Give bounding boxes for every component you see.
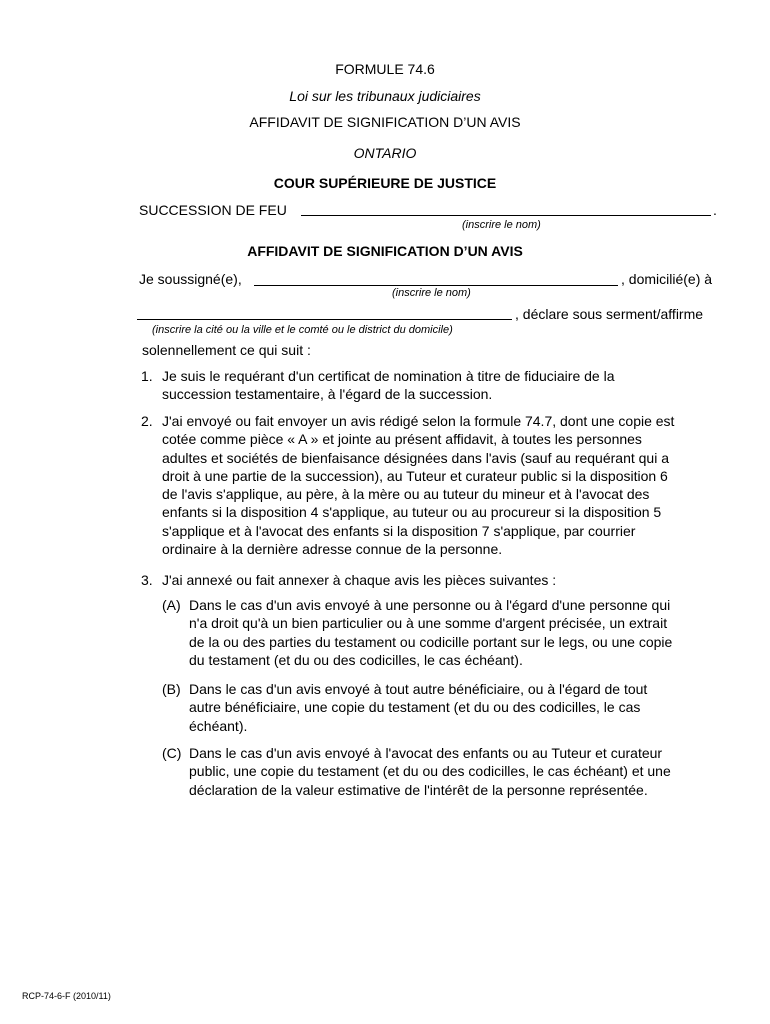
- form-title: AFFIDAVIT DE SIGNIFICATION D’UN AVIS: [249, 114, 521, 130]
- subitem-line: de la ou des parties du testament ou codicille portant sur le legs, ou une copie: [189, 633, 673, 650]
- item-line: J'ai envoyé ou fait envoyer un avis rédigé selon la formule 74.7, dont une copie est: [162, 413, 675, 429]
- item-line: s'applique et à l'avocat des enfants si la disposition 7 s'applique, par courrier: [162, 522, 636, 539]
- item-line: droit à une partie de la succession), au Tuteur et curateur public si la disposition 6: [162, 467, 668, 484]
- list-subitem: [189, 744, 729, 799]
- oath-label: , déclare sous serment/affirme: [515, 306, 704, 322]
- subitem-letter: (A): [162, 597, 181, 613]
- list-item: [162, 571, 742, 589]
- subitem-line: n'a droit qu'à un bien particulier ou à une somme d'argent précisée, un extrait: [189, 615, 668, 632]
- item-line: succession testamentaire, à l'égard de la succession.: [162, 386, 493, 403]
- item-line: adultes et sociétés de bienfaisance désignées dans l'avis (sauf au requérant qui a: [162, 449, 670, 466]
- form-code: RCP-74-6-F (2010/11): [22, 991, 111, 1001]
- item-line: ordinaire à la dernière adresse connue de la personne.: [162, 541, 503, 558]
- subitem-line: du testament (et du ou des codicilles, le cas échéant).: [189, 651, 523, 668]
- estate-name-field[interactable]: [301, 199, 711, 217]
- subitem-line: déclaration de la valeur estimative de l'intérêt de la personne représentée.: [189, 781, 648, 798]
- subitem-line: Dans le cas d'un avis envoyé à tout autre bénéficiaire, ou à l'égard de tout: [189, 681, 648, 697]
- form-number: FORMULE 74.6: [335, 61, 435, 77]
- list-subitem: [189, 680, 729, 735]
- item-line: de l'avis s'applique, au père, à la mère ou au tuteur du mineur et à l'avocat des: [162, 486, 650, 503]
- subitem-letter: (C): [162, 745, 182, 761]
- domicile-label: , domicilié(e) à: [621, 271, 713, 287]
- estate-end-mark: .: [713, 202, 717, 218]
- item-line: J'ai annexé ou fait annexer à chaque avis les pièces suivantes :: [162, 572, 557, 588]
- deponent-name-hint: (inscrire le nom): [392, 287, 471, 299]
- subitem-letter: (B): [162, 681, 181, 697]
- item-line: Je suis le requérant d'un certificat de nomination à titre de fiduciaire de la: [162, 368, 615, 384]
- subitem-line: autre bénéficiaire, une copie du testament (et du ou des codicilles, le cas: [189, 699, 641, 716]
- item-number: 3.: [141, 572, 153, 588]
- subitem-line: Dans le cas d'un avis envoyé à une personne ou à l'égard d'une personne qui: [189, 597, 671, 613]
- subitem-line: public, une copie du testament (et du ou des codicilles, le cas échéant) et une: [189, 763, 671, 780]
- domicile-place-hint: (inscrire la cité ou la ville et le comté ou le district du domicile): [152, 324, 453, 336]
- item-number: 1.: [141, 368, 153, 384]
- domicile-place-field[interactable]: [137, 302, 512, 320]
- section-title: AFFIDAVIT DE SIGNIFICATION D’UN AVIS: [247, 243, 523, 259]
- estate-name-hint: (inscrire le nom): [462, 219, 541, 231]
- deponent-name-field[interactable]: [254, 268, 618, 286]
- jurisdiction: ONTARIO: [353, 145, 417, 161]
- subitem-line: Dans le cas d'un avis envoyé à l'avocat des enfants ou au Tuteur et curateur: [189, 745, 663, 761]
- list-subitem: [189, 596, 729, 669]
- list-item: [162, 412, 742, 558]
- subitem-line: échéant).: [189, 717, 248, 734]
- estate-label: SUCCESSION DE FEU: [139, 202, 287, 218]
- act-name: Loi sur les tribunaux judiciaires: [289, 88, 481, 104]
- item-number: 2.: [141, 413, 153, 429]
- deponent-label: Je soussigné(e),: [139, 271, 242, 287]
- list-item: [162, 367, 742, 404]
- item-line: cotée comme pièce « A » et jointe au présent affidavit, à toutes les personnes: [162, 431, 642, 448]
- item-line: enfants si la disposition 4 s'applique, au tuteur ou au procureur si la disposition 5: [162, 504, 662, 521]
- oath-continuation: solennellement ce qui suit :: [142, 342, 311, 358]
- court-name: COUR SUPÉRIEURE DE JUSTICE: [273, 175, 497, 191]
